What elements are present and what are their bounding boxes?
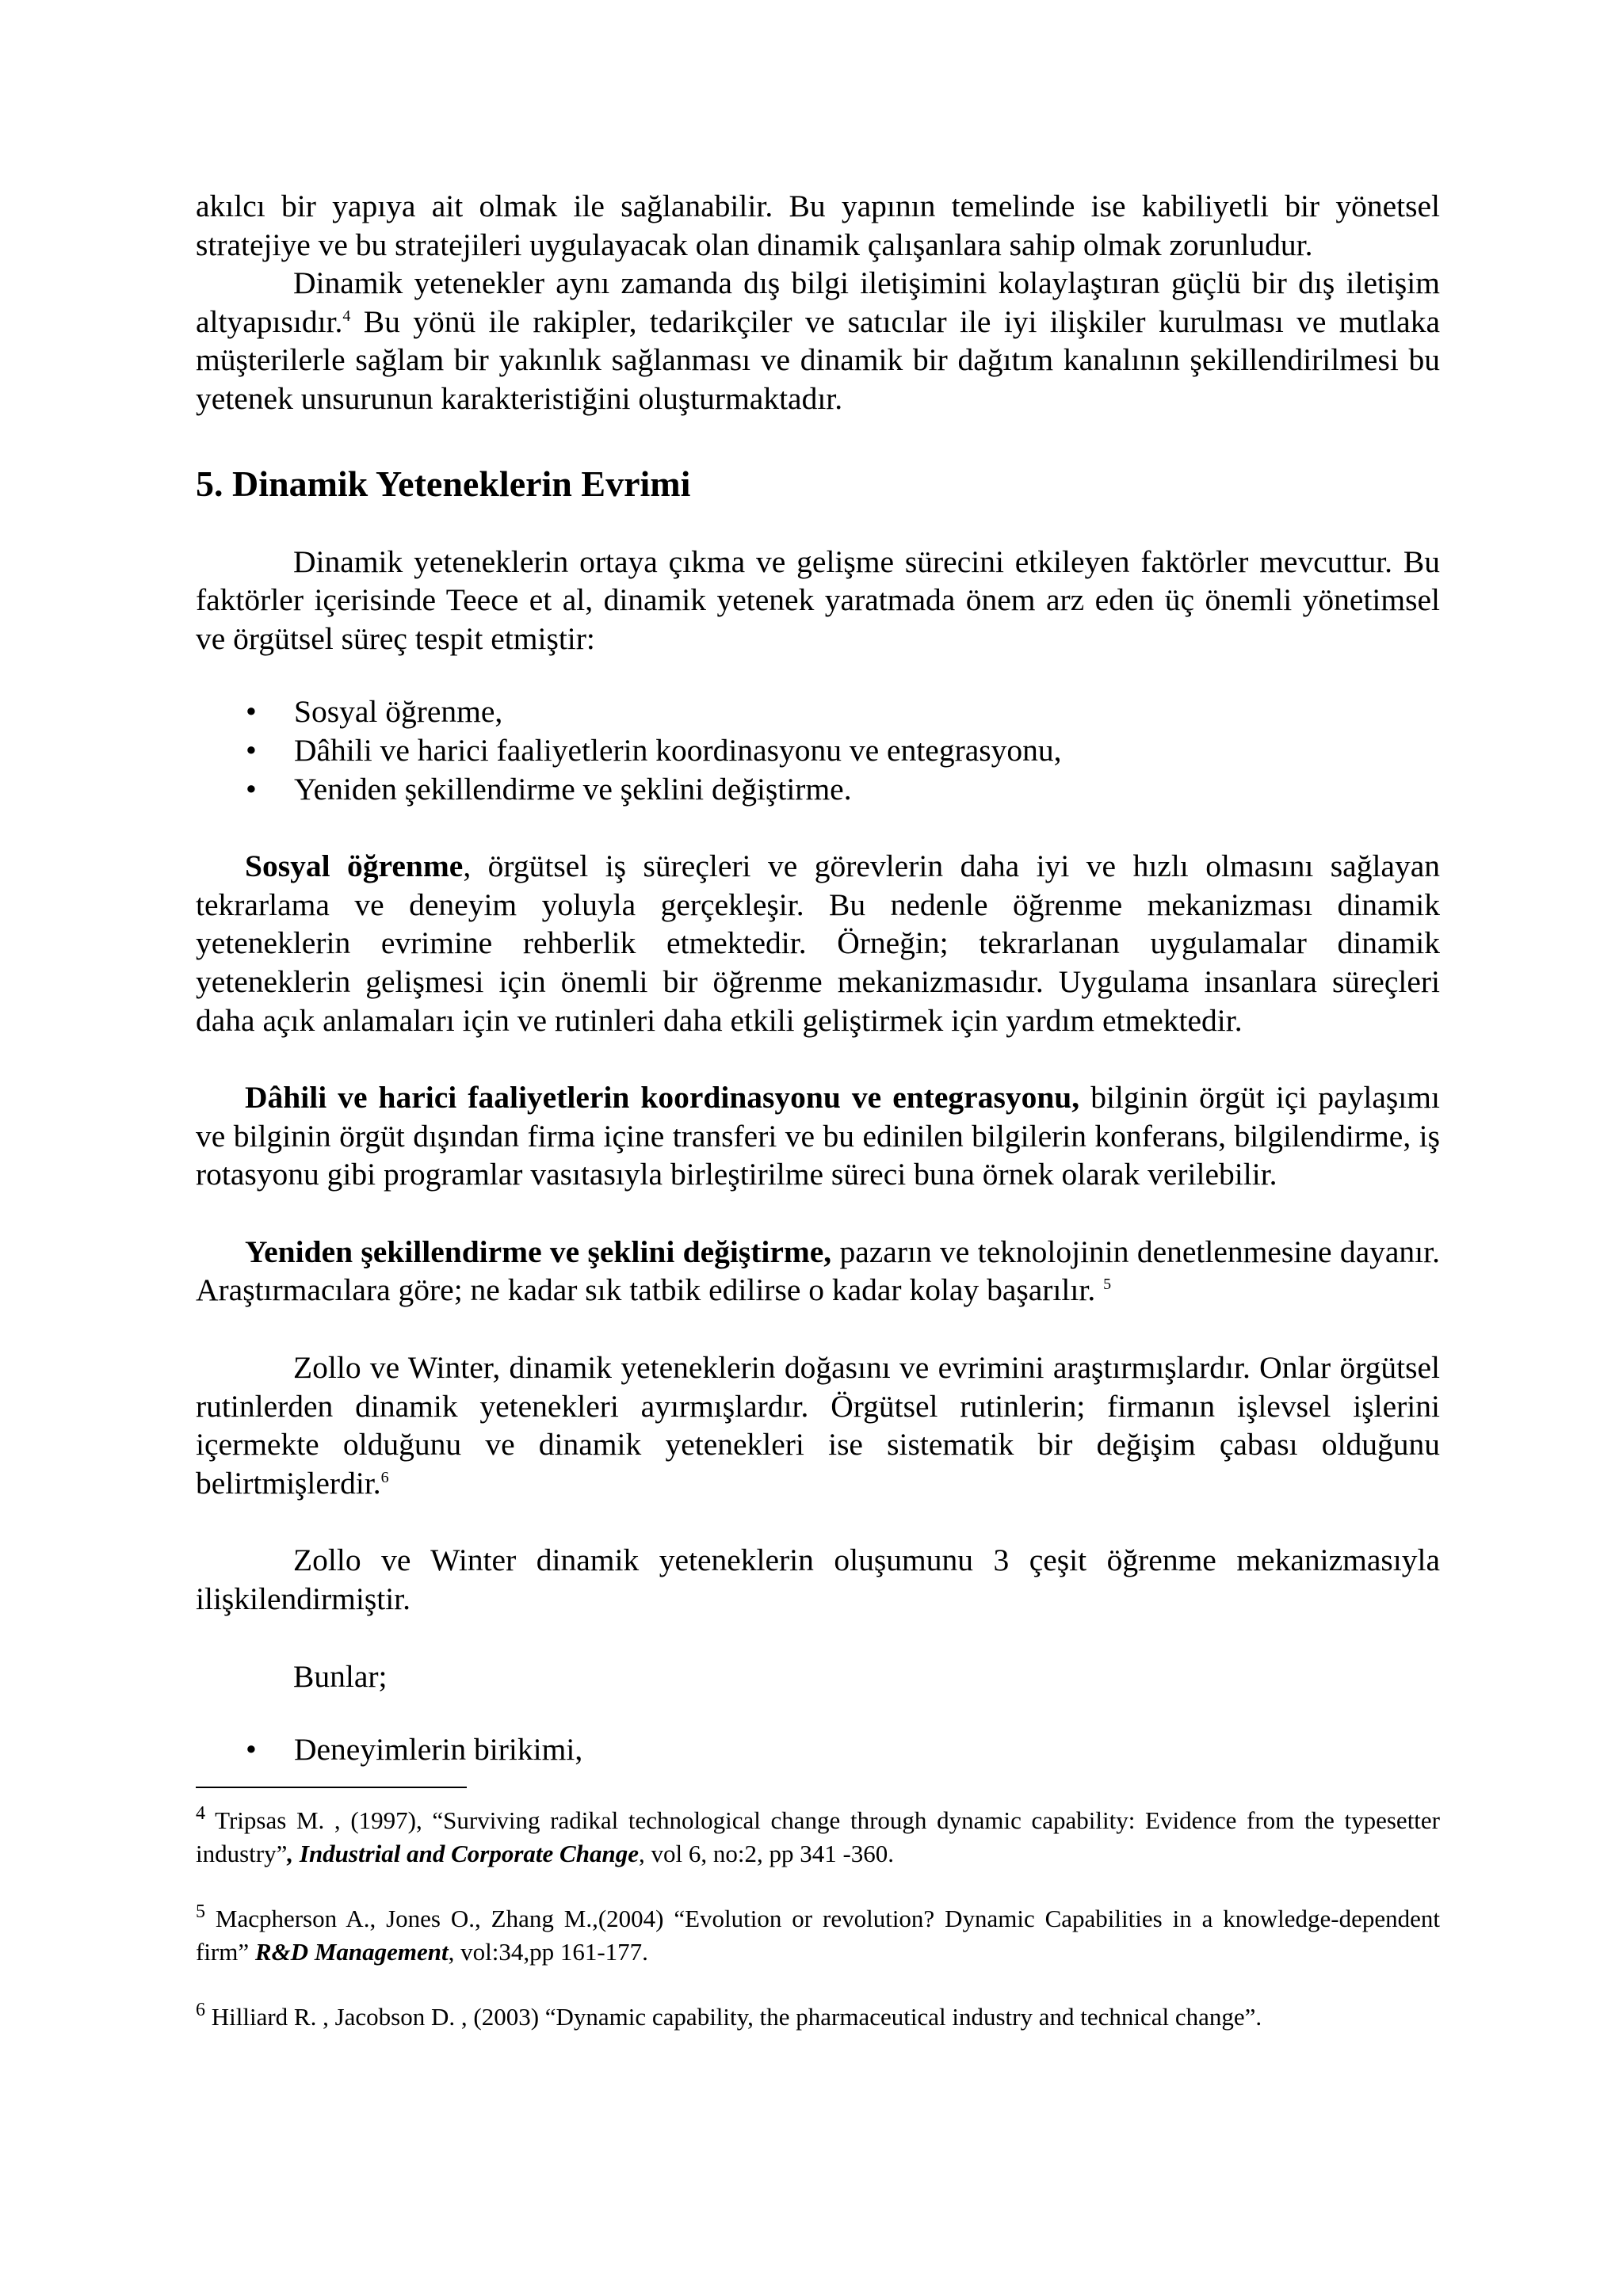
list-item: • Yeniden şekillendirme ve şeklini değiştirme. [196, 770, 1440, 809]
term-reconfiguration: Yeniden şekillendirme ve şeklini değiştirme, [245, 1234, 832, 1269]
list-item: • Deneyimlerin birikimi, [196, 1730, 1440, 1769]
footnote-ref-6[interactable]: 6 [380, 1468, 389, 1486]
footnote-ref-5[interactable]: 5 [1103, 1276, 1112, 1294]
zollo-winter-mechanisms-paragraph: Zollo ve Winter dinamik yeteneklerin oluşumunu 3 çeşit öğrenme mekanizmasıyla ilişkilendirmiştir. [196, 1543, 1440, 1617]
infrastructure-text-cont: Bu yönü ile rakipler, tedarikçiler ve satıcılar ile iyi ilişkiler kurulması ve mutlaka müşterilerle sağlam bir yakınlık sağlanması ve dinamik bir dağıtım kanalının şekillendirilmesi bu yetenek unsurunun karakteristiğini oluşturmaktadır. [196, 303, 1440, 416]
list-item: • Dâhili ve harici faaliyetlerin koordinasyonu ve entegrasyonu, [196, 731, 1440, 770]
social-learning-paragraph: Sosyal öğrenme, örgütsel iş süreçleri ve görevlerin daha iyi ve hızlı olmasını sağlayan tekrarlama ve deneyim yoluyla gerçekleşir. Bu nedenle öğrenme mekanizması dinamik yeteneklerin evrimine rehberlik etmektedir. Örneğin; tekrarlanan uygulamalar dinamik yeteneklerin gelişmesi için önemli bir öğrenme mekanizmasıdır. Uygulama insanlara süreçleri daha açık anlamaları için ve rutinleri daha etkili geliştirmek için yardım etmektedir. [196, 849, 1440, 1038]
document-page [196, 187, 1440, 2034]
mechanism-list [196, 1730, 1440, 1769]
footnote-4: $^4$ Tripsas M. , (1997), “Surviving radikal technological change through dynamic capability: Evidence from the typesetter industry”, Industrial and Corporate Change, vol 6, no:2, pp 341 -360. [196, 1802, 1440, 1867]
bullet-icon: • [246, 732, 257, 768]
footnote-6: $^6$ Hilliard R. , Jacobson D. , (2003) “Dynamic capability, the pharmaceutical industry and technical change”. [196, 1999, 1262, 2031]
section-heading: 5. Dinamik Yeteneklerin Evrimi [196, 463, 691, 504]
zollo-winter-paragraph: Zollo ve Winter, dinamik yeteneklerin doğasını ve evrimini araştırmışlardır. Onlar örgütsel rutinlerden dinamik yetenekleri ayırmışlardır. Örgütsel rutinlerin; firmanın işlevsel işlerini içermekte olduğunu ve dinamik yetenekleri ise sistematik bir değişim çabası olduğunu belirtmişlerdir.$^6$ [196, 1350, 1440, 1501]
continued-paragraph: akılcı bir yapıya ait olmak ile sağlanabilir. Bu yapının temelinde ise kabiliyetli bir yönetsel stratejiye ve bu stratejileri uygulayacak olan dinamik çalışanlara sahip olmak zorunludur. [196, 189, 1440, 262]
bullet-icon: • [246, 694, 257, 730]
footnote-5: $^5$ Macpherson A., Jones O., Zhang M.,(2004) “Evolution or revolution? Dynamic Capabilities in a knowledge-dependent firm” R&D Management, vol:34,pp 161-177. [196, 1901, 1440, 1966]
bullet-icon: • [246, 771, 257, 807]
infrastructure-paragraph [196, 264, 1440, 418]
bullet-icon: • [246, 1732, 257, 1768]
term-coordination: Dâhili ve harici faaliyetlerin koordinasyonu ve entegrasyonu, [245, 1080, 1080, 1116]
list-item: • Sosyal öğrenme, [196, 692, 1440, 731]
section-intro: Dinamik yeteneklerin ortaya çıkma ve gelişme sürecini etkileyen faktörler mevcuttur. Bu faktörler içerisinde Teece et al, dinamik yetenek yaratmada önem arz eden üç önemli yönetimsel ve örgütsel süreç tespit etmiştir: [196, 543, 1440, 656]
process-list [196, 692, 1440, 808]
infrastructure-text: Dinamik yetenekler aynı zamanda dış bilgi iletişimini kolaylaştıran güçlü bir dış iletişim altyapısıdır. [196, 265, 1440, 339]
footnote-ref-4[interactable]: 4 [342, 307, 351, 325]
reconfiguration-paragraph: Yeniden şekillendirme ve şeklini değiştirme, pazarın ve teknolojinin denetlenmesine dayanır. Araştırmacılara göre; ne kadar sık tatbik edilirse o kadar kolay başarılır. $^5$ [196, 1234, 1440, 1308]
term-social-learning: Sosyal öğrenme [245, 849, 464, 884]
bunlar-paragraph: Bunlar; [293, 1658, 388, 1694]
coordination-paragraph: Dâhili ve harici faaliyetlerin koordinasyonu ve entegrasyonu, bilginin örgüt içi paylaşımı ve bilginin örgüt dışından firma içine transferi ve bu edinilen bilgilerin konferans, bilgilendirme, iş rotasyonu gibi programlar vasıtasıyla birleştirilme süreci buna örnek olarak verilebilir. [196, 1080, 1440, 1192]
